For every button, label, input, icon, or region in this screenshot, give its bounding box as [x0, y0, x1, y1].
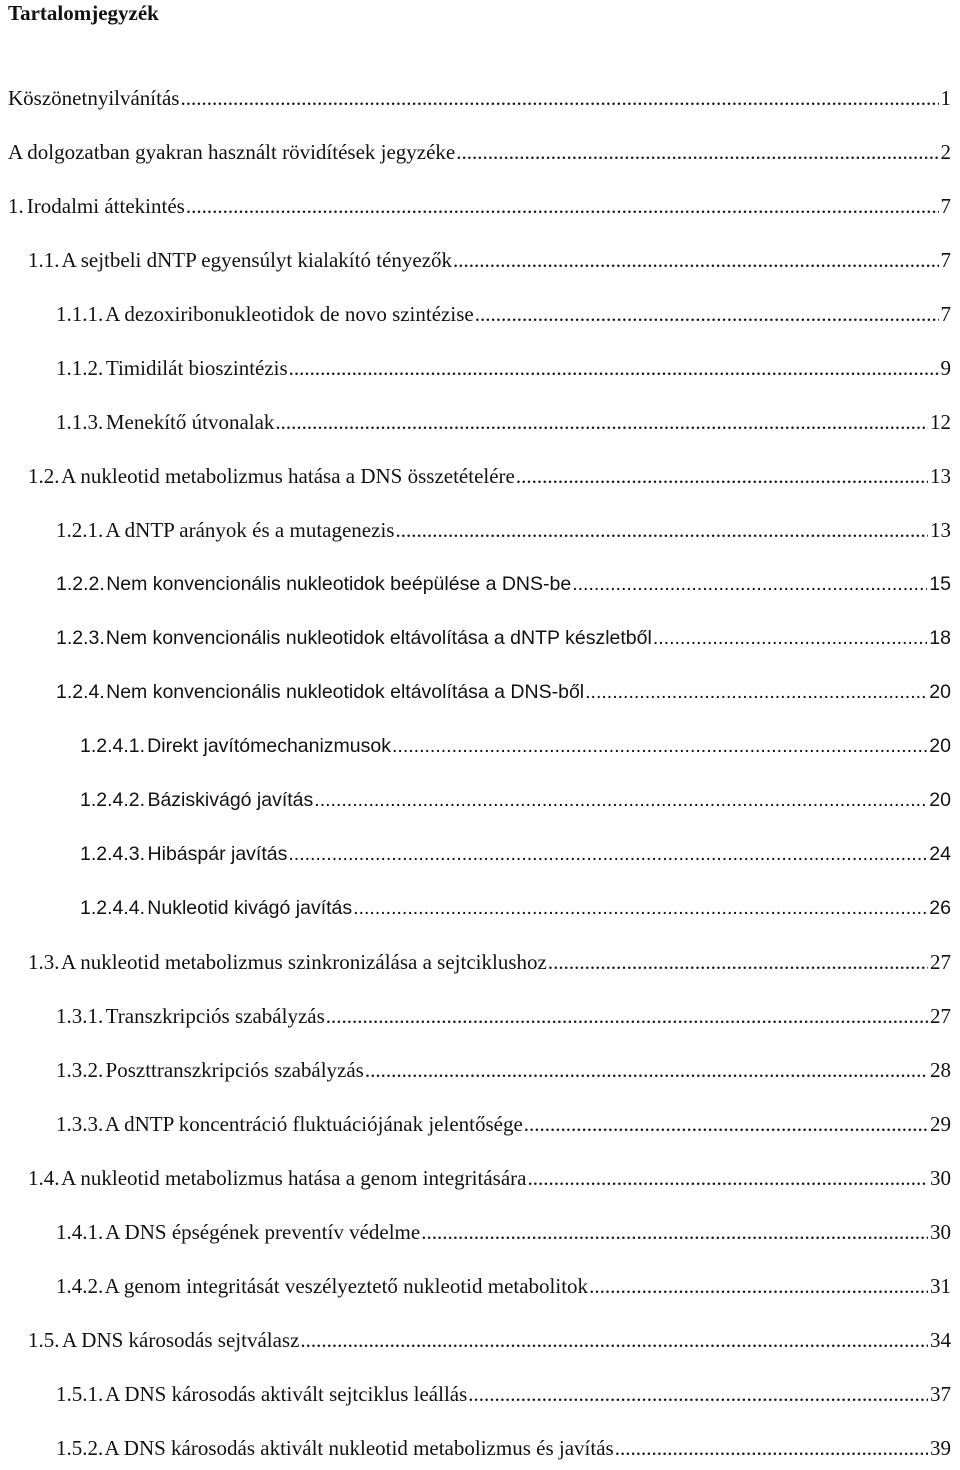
- toc-number: 1.2.4.3.: [80, 843, 146, 865]
- toc-title: A dNTP koncentráció fluktuációjának jelentősége: [104, 1112, 523, 1136]
- toc-number: 1.3.2.: [56, 1058, 104, 1082]
- toc-title: A DNS károsodás aktivált nukleotid metabolizmus és javítás: [104, 1436, 614, 1460]
- toc-title: Nukleotid kivágó javítás: [147, 897, 353, 919]
- toc-page-number: 1: [940, 86, 951, 110]
- toc-leader-dots: [456, 138, 938, 166]
- toc-entry[interactable]: [56, 408, 951, 436]
- toc-entry[interactable]: [56, 1002, 951, 1030]
- toc-title: Transzkripciós szabályzás: [105, 1004, 325, 1028]
- toc-title: A DNS károsodás aktivált sejtciklus leállás: [105, 1382, 468, 1406]
- toc-page-number: 26: [929, 897, 951, 919]
- toc-leader-dots: [314, 786, 927, 814]
- toc-page-number: 34: [930, 1328, 951, 1352]
- toc-leader-dots: [365, 1056, 928, 1084]
- toc-title: Irodalmi áttekintés: [26, 194, 185, 218]
- toc-number: 1.2.4.1.: [80, 735, 146, 757]
- toc-title: A dolgozatban gyakran használt rövidítések jegyzéke: [8, 140, 456, 164]
- toc-entry[interactable]: [80, 732, 951, 760]
- toc-page-number: 15: [929, 573, 951, 595]
- toc-entry[interactable]: [56, 1434, 951, 1462]
- toc-title: Nem konvencionális nukleotidok beépülése a DNS-be: [106, 573, 572, 595]
- toc-page-number: 37: [930, 1382, 951, 1406]
- toc-title: A nukleotid metabolizmus szinkronizálása a sejtciklushoz: [61, 950, 547, 974]
- toc-page-number: 39: [930, 1436, 951, 1460]
- toc-entry[interactable]: [80, 894, 951, 922]
- toc-entry[interactable]: [28, 1164, 951, 1192]
- toc-entry[interactable]: [28, 462, 951, 490]
- toc-entry[interactable]: [56, 1272, 951, 1300]
- toc-leader-dots: [421, 1218, 928, 1246]
- toc-number: 1.1.: [28, 248, 60, 272]
- toc-title: A dezoxiribonukleotidok de novo szintézise: [105, 302, 474, 326]
- toc-leader-dots: [326, 1002, 928, 1030]
- toc-page-number: 27: [930, 950, 951, 974]
- toc-leader-dots: [615, 1434, 928, 1462]
- toc-number: 1.1.2.: [56, 356, 104, 380]
- toc-title: A dNTP arányok és a mutagenezis: [105, 518, 395, 542]
- toc-page-number: 30: [930, 1220, 951, 1244]
- toc-entry[interactable]: [8, 138, 951, 166]
- toc-entry[interactable]: [80, 840, 951, 868]
- toc-leader-dots: [395, 516, 928, 544]
- toc-leader-dots: [475, 300, 939, 328]
- toc-leader-dots: [524, 1110, 928, 1138]
- toc-entry[interactable]: [56, 1110, 951, 1138]
- toc-page-number: 13: [930, 518, 951, 542]
- toc-number: 1.5.1.: [56, 1382, 104, 1406]
- toc-number: 1.2.4.4.: [80, 897, 146, 919]
- toc-page-number: 20: [929, 789, 951, 811]
- toc-title: Báziskivágó javítás: [147, 789, 314, 811]
- toc-leader-dots: [300, 1326, 928, 1354]
- toc-leader-dots: [453, 246, 938, 274]
- toc-entry[interactable]: [28, 246, 951, 274]
- toc-title: Nem konvencionális nukleotidok eltávolítása a DNS-ből: [106, 681, 585, 703]
- toc-title: A sejtbeli dNTP egyensúlyt kialakító tényezők: [61, 248, 453, 272]
- toc-leader-dots: [589, 1272, 928, 1300]
- toc-leader-dots: [516, 462, 928, 490]
- toc-number: 1.3.3.: [56, 1112, 104, 1136]
- toc-leader-dots: [468, 1380, 928, 1408]
- toc-number: 1.2.4.2.: [80, 789, 146, 811]
- toc-title: Hibáspár javítás: [147, 843, 288, 865]
- toc-number: 1.5.: [28, 1328, 60, 1352]
- toc-page-number: 2: [940, 140, 951, 164]
- toc-number: 1.5.2.: [56, 1436, 104, 1460]
- toc-number: 1.1.1.: [56, 302, 104, 326]
- toc-page-number: 30: [930, 1166, 951, 1190]
- toc-page-number: 29: [930, 1112, 951, 1136]
- toc-leader-dots: [548, 948, 928, 976]
- toc-number: 1.2.1.: [56, 518, 104, 542]
- toc-title: Direkt javítómechanizmusok: [147, 735, 391, 757]
- toc-number: 1.2.2.: [56, 573, 105, 595]
- toc-page-number: 18: [929, 627, 951, 649]
- toc-number: 1.4.1.: [56, 1220, 104, 1244]
- toc-leader-dots: [527, 1164, 928, 1192]
- toc-entry[interactable]: [80, 786, 951, 814]
- toc-page-number: 28: [930, 1058, 951, 1082]
- toc-title: A nukleotid metabolizmus hatása a genom integritására: [61, 1166, 527, 1190]
- toc-leader-dots: [275, 408, 928, 436]
- toc-entry[interactable]: [56, 300, 951, 328]
- toc-title: Menekítő útvonalak: [105, 410, 275, 434]
- toc-number: 1.2.: [28, 464, 60, 488]
- toc-entry[interactable]: [8, 192, 951, 220]
- toc-entry[interactable]: [56, 1218, 951, 1246]
- toc-entry[interactable]: [56, 516, 951, 544]
- toc-leader-dots: [289, 354, 939, 382]
- toc-number: 1.4.: [28, 1166, 60, 1190]
- toc-leader-dots: [572, 570, 927, 598]
- toc-page-number: 20: [929, 735, 951, 757]
- toc-page-number: 7: [940, 302, 951, 326]
- toc-leader-dots: [353, 894, 927, 922]
- toc-page-number: 27: [930, 1004, 951, 1028]
- toc-title: Köszönetnyilvánítás: [8, 86, 180, 110]
- toc-page-number: 13: [930, 464, 951, 488]
- toc-leader-dots: [288, 840, 927, 868]
- toc-entry[interactable]: [8, 84, 951, 112]
- toc-page-number: 20: [929, 681, 951, 703]
- toc-title: A DNS károsodás sejtválasz: [62, 1328, 300, 1352]
- toc-leader-dots: [392, 732, 927, 760]
- toc-page-number: 7: [940, 194, 951, 218]
- toc-entry[interactable]: [28, 948, 951, 976]
- toc-entry[interactable]: [56, 678, 951, 706]
- toc-entry[interactable]: [56, 570, 951, 598]
- page-title: Tartalomjegyzék: [8, 1, 159, 25]
- toc-number: 1.2.4.: [56, 681, 105, 703]
- toc-number: 1.: [8, 194, 24, 218]
- toc-page-number: 24: [929, 843, 951, 865]
- toc-title: A genom integritását veszélyeztető nukleotid metabolitok: [104, 1274, 589, 1298]
- toc-entry[interactable]: [56, 624, 951, 652]
- toc-title: A DNS épségének preventív védelme: [105, 1220, 421, 1244]
- toc-leader-dots: [186, 192, 939, 220]
- toc-number: 1.2.3.: [56, 627, 105, 649]
- toc-number: 1.4.2.: [56, 1274, 104, 1298]
- toc-entry[interactable]: [56, 354, 951, 382]
- toc-title: Poszttranszkripciós szabályzás: [105, 1058, 364, 1082]
- toc-entry[interactable]: [28, 1326, 951, 1354]
- toc-leader-dots: [180, 84, 938, 112]
- toc-number: 1.3.1.: [56, 1004, 104, 1028]
- toc-title: Nem konvencionális nukleotidok eltávolítása a dNTP készletből: [105, 627, 652, 649]
- toc-page-number: 9: [940, 356, 951, 380]
- toc-entry[interactable]: [56, 1380, 951, 1408]
- toc-number: 1.3.: [28, 950, 60, 974]
- toc-page-number: 7: [940, 248, 951, 272]
- toc-entry[interactable]: [56, 1056, 951, 1084]
- toc-leader-dots: [653, 624, 927, 652]
- toc-page-number: 31: [930, 1274, 951, 1298]
- toc-title: Timidilát bioszintézis: [105, 356, 288, 380]
- toc-page-number: 12: [930, 410, 951, 434]
- toc-title: A nukleotid metabolizmus hatása a DNS összetételére: [61, 464, 515, 488]
- toc-leader-dots: [585, 678, 927, 706]
- toc-number: 1.1.3.: [56, 410, 104, 434]
